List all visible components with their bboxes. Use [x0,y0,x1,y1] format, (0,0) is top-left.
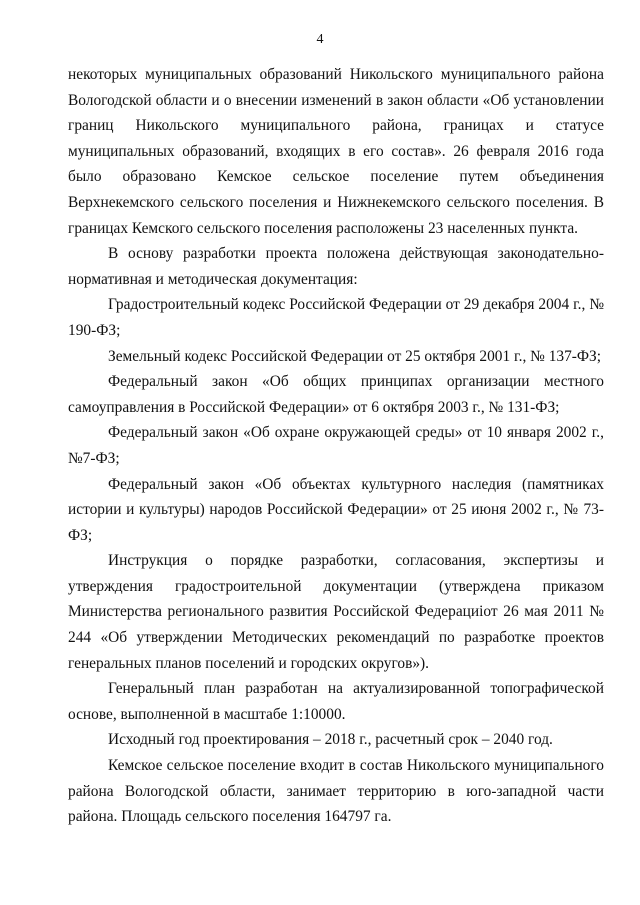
paragraph-basis: В основу разработки проекта положена действующая законодательно-нормативная и методическая документация: [68,245,604,288]
paragraph-design-years: Исходный год проектирования – 2018 г., расчетный срок – 2040 год. [108,731,553,749]
paragraph-location: Кемское сельское поселение входит в состав Никольского муниципального района Вологодской области, занимает территорию в юго-западной части района. Площадь сельского поселения 164797 га. [68,757,604,826]
document-body [68,62,604,830]
paragraph-continuation: некоторых муниципальных образований Никольского муниципального района Вологодской области и о внесении изменений в закон области «Об установлении границ Никольского муниципального района, границах и статусе муниципальных образований, входящих в его состав». 26 февраля 2016 года было образовано Кемское сельское поселение путем объединения Верхнекемского сельского поселения и Нижнекемского сельского поселения. В границах Кемского сельского поселения расположены 23 населенных пункта. [68,66,604,237]
page-number: 4 [316,32,324,47]
paragraph-topographic-basis: Генеральный план разработан на актуализированной топографической основе, выполненной в масштабе 1:10000. [68,680,604,723]
paragraph-urban-code: Градостроительный кодекс Российской Федерации от 29 декабря 2004 г., № 190-ФЗ; [68,296,604,339]
paragraph-cultural-heritage-law: Федеральный закон «Об объектах культурного наследия (памятниках истории и культуры) народов Российской Федерации» от 25 июня 2002 г., № 73-ФЗ; [68,475,604,544]
paragraph-environment-law: Федеральный закон «Об охране окружающей среды» от 10 января 2002 г., №7-ФЗ; [68,424,604,467]
paragraph-land-code: Земельный кодекс Российской Федерации от 25 октября 2001 г., № 137-ФЗ; [108,347,602,365]
paragraph-instruction: Инструкция о порядке разработки, согласования, экспертизы и утверждения градостроительной документации (утверждена приказом Министерства регионального развития Российской Федерациiот 26 мая 2011 № 244 «Об утверждении Методических рекомендаций по разработке проектов генеральных планов поселений и городских округов»). [68,552,604,672]
paragraph-self-government-law: Федеральный закон «Об общих принципах организации местного самоуправления в Российской Федерации» от 6 октября 2003 г., № 131-ФЗ; [68,373,604,416]
